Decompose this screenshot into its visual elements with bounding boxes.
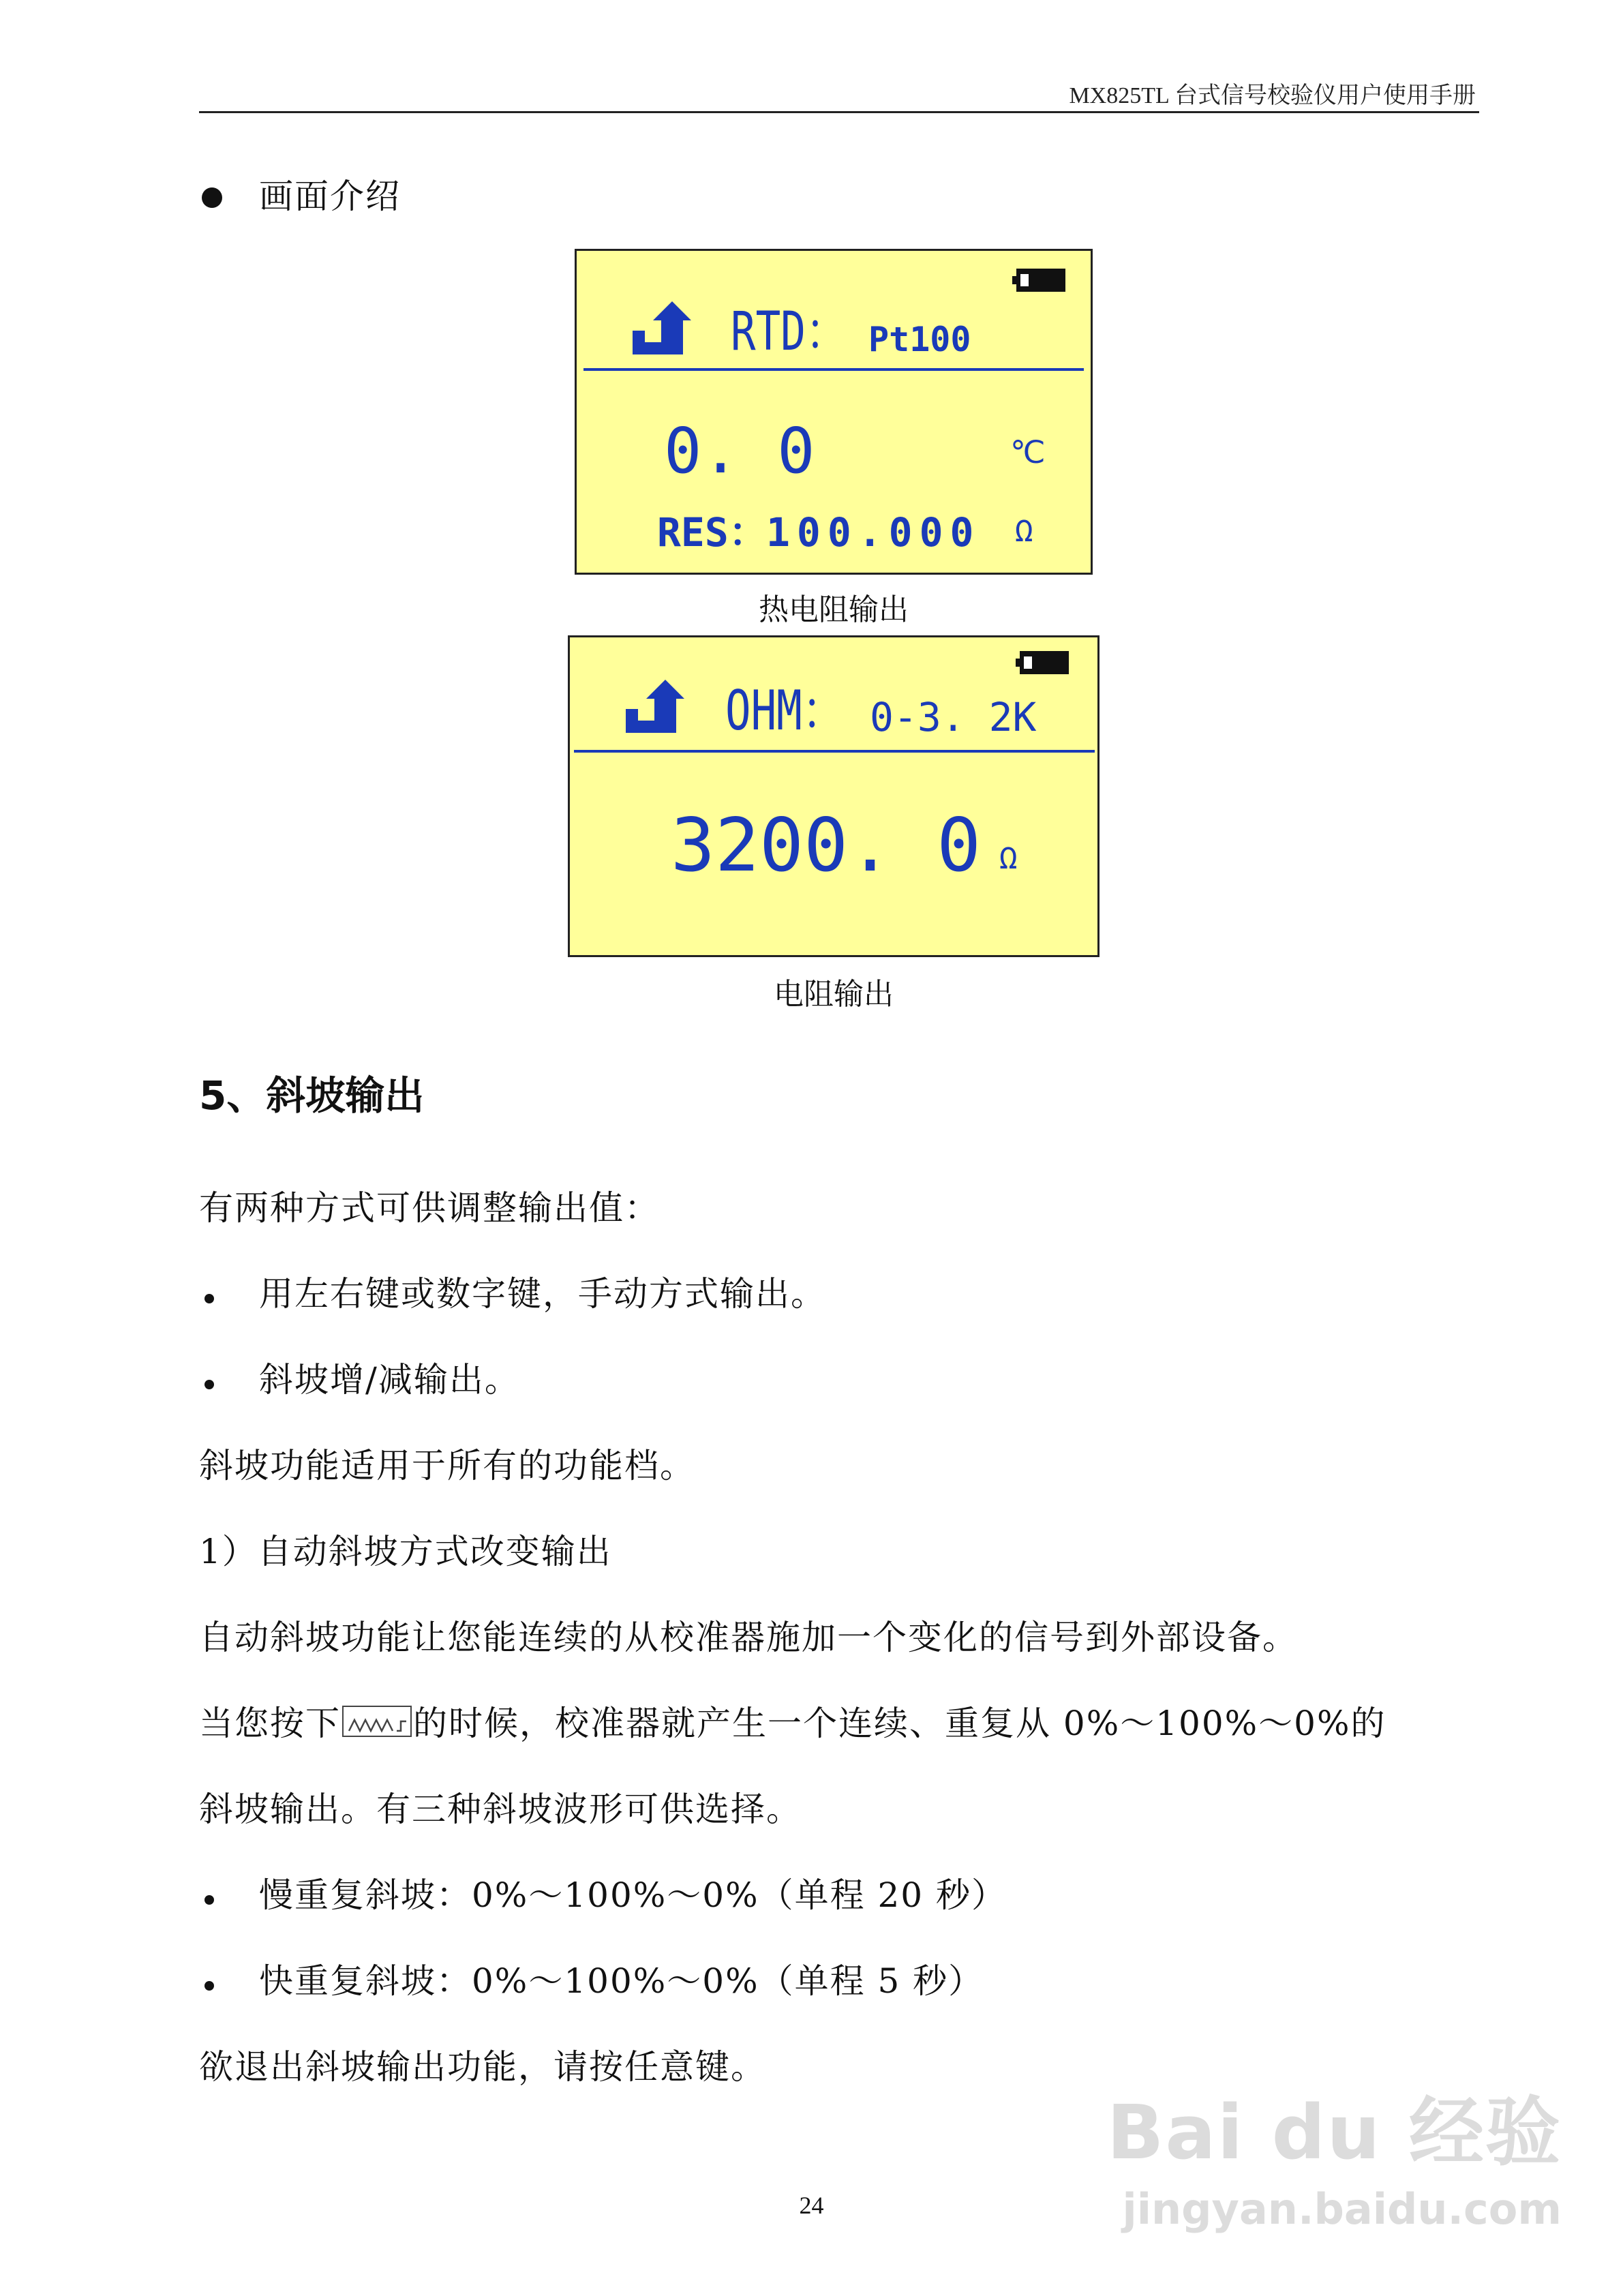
bullet-text: 慢重复斜坡：0%～100%～0%（单程 20 秒）: [259, 1875, 1007, 1915]
mode-sub: Pt100: [868, 320, 971, 359]
unit-label: Ω: [999, 841, 1018, 876]
paragraph: 斜坡输出。有三种斜坡波形可供选择。: [199, 1789, 802, 1829]
mode-label: OHM：: [725, 679, 845, 742]
paragraph-with-key: [199, 1703, 1386, 1744]
header-title: MX825TL 台式信号校验仪用户使用手册: [1069, 83, 1476, 108]
paragraph: 自动斜坡功能让您能连续的从校准器施加一个变化的信号到外部设备。: [199, 1618, 1298, 1657]
paragraph-part: 的时候，校准器就产生一个连续、重复从 0%～100%～0%的: [413, 1704, 1386, 1743]
back-arrow-icon: [626, 293, 694, 361]
caption-rtd: 热电阻输出: [759, 592, 909, 627]
output-value: 0. 0: [664, 414, 815, 487]
bullet-text: 用左右键或数字键，手动方式输出。: [259, 1274, 826, 1314]
paragraph-part: 当您按下: [199, 1704, 341, 1743]
bullet-dot: [202, 187, 222, 208]
lcd-screen-rtd: [575, 249, 1093, 575]
caption-ohm: 电阻输出: [774, 977, 894, 1012]
paragraph: 有两种方式可供调整输出值：: [199, 1188, 660, 1228]
res-value: 100.000: [766, 509, 981, 556]
paragraph: 1）自动斜坡方式改变输出: [199, 1532, 612, 1571]
lcd-divider: [583, 368, 1084, 371]
intro-bullet-text: 画面介绍: [259, 177, 401, 216]
bullet-text: 快重复斜坡：0%～100%～0%（单程 5 秒）: [259, 1961, 984, 2001]
mode-label: RTD：: [731, 301, 847, 363]
res-unit: Ω: [1015, 514, 1033, 549]
battery-icon: [1016, 269, 1065, 292]
bullet-dot: [204, 1294, 214, 1303]
lcd-screen-ohm: [568, 635, 1099, 957]
bullet-text: 斜坡增/减输出。: [259, 1360, 520, 1400]
lcd-divider: [574, 750, 1095, 753]
paragraph: 欲退出斜坡输出功能，请按任意键。: [199, 2047, 766, 2087]
bullet-dot: [204, 1981, 214, 1991]
page-number: 24: [799, 2192, 824, 2219]
paragraph: 斜坡功能适用于所有的功能档。: [199, 1446, 695, 1485]
mode-sub: 0-3. 2K: [870, 694, 1037, 740]
bullet-dot: [204, 1380, 214, 1389]
watermark-url: jingyan.baidu.com: [1122, 2184, 1562, 2234]
battery-icon: [1020, 651, 1069, 674]
unit-label: ℃: [1010, 434, 1046, 470]
back-arrow-icon: [619, 671, 687, 740]
section-title: 5、斜坡输出: [199, 1072, 425, 1119]
bullet-dot: [204, 1895, 214, 1905]
ramp-key-icon: [342, 1706, 412, 1737]
res-label: RES：: [657, 509, 768, 556]
header-divider: [199, 111, 1479, 113]
watermark-brand: Bai du 经验: [1106, 2089, 1562, 2176]
output-value: 3200. 0: [671, 803, 982, 888]
